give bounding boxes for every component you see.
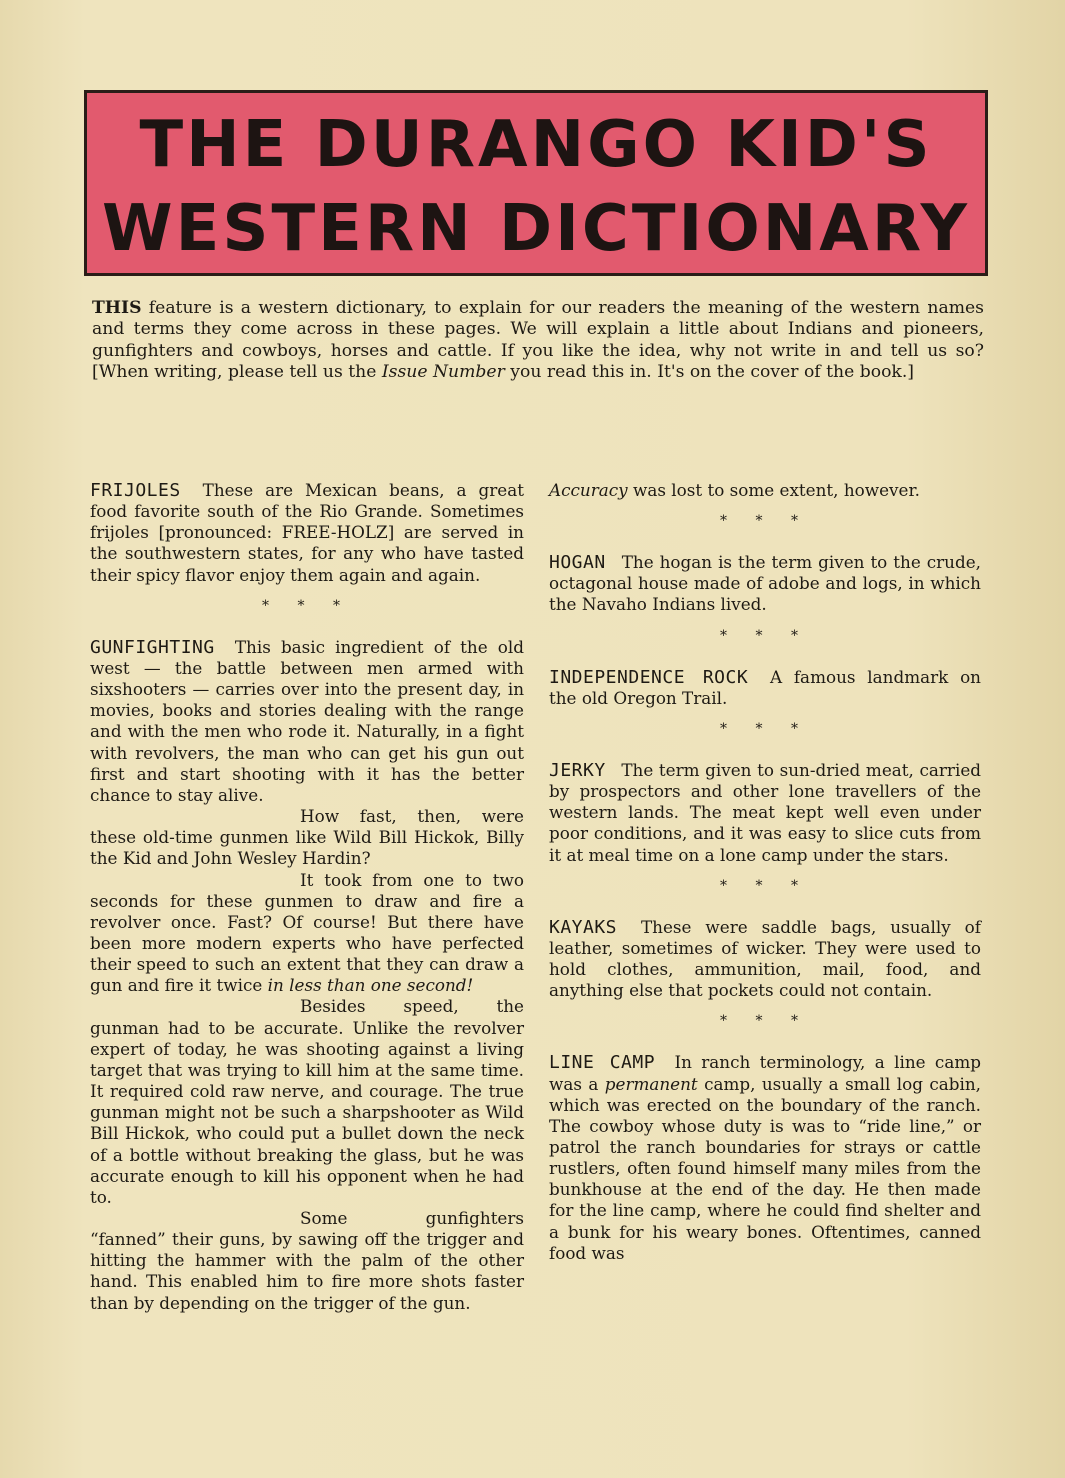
entry-frijoles <box>90 480 524 586</box>
definition-gunfighting-p4: Besides speed, the gunman had to be accurate. Unlike the revolver expert of today, he was shooting against a living target that was trying to kill him at the same time. It required cold raw nerve, and courage. The true gunman might not be such a sharpshooter as Wild Bill Hickok, who could put a bullet down the neck of a bottle without breaking the glass, but he was accurate enough to kill his opponent when he had to. <box>90 996 524 1207</box>
entry-kayaks <box>549 917 981 1002</box>
term-hogan: HOGAN <box>549 552 606 574</box>
term-jerky: JERKY <box>549 759 606 781</box>
right-column <box>549 480 981 1264</box>
entry-jerky <box>549 760 981 866</box>
separator-stars: * * * <box>720 513 810 530</box>
left-column <box>90 480 524 1314</box>
term-frijoles: FRIJOLES <box>90 480 181 501</box>
definition-gunfighting-p3: It took from one to two seconds for these gunmen to draw and fire a revolver once. Fast? Of course! But there have been more modern experts who have perfected their speed to such an extent that they can draw a gun and fire it twice <box>90 869 524 996</box>
separator-stars: * * * <box>262 597 352 614</box>
definition-gunfighting-accuracy: Accuracy <box>549 480 628 500</box>
definition-line-camp-emphasis: permanent <box>604 1073 698 1094</box>
intro-paragraph <box>92 298 984 384</box>
definition-kayaks: These were saddle bags, usually of leather, sometimes of wicker. They were used to hold clothes, ammunition, mail, food, and anything else that pockets could not contain. <box>549 916 981 1001</box>
separator-stars: * * * <box>720 720 810 737</box>
separator-stars: * * * <box>720 877 810 894</box>
entry-independence-rock <box>549 667 981 709</box>
term-independence-rock: INDEPENDENCE ROCK <box>549 666 749 688</box>
entry-line-camp <box>549 1052 981 1264</box>
definition-line-camp-2: camp, usually a small log cabin, which was erected on the boundary of the ranch. The cowboy whose duty is was to “ride line,” or patrol the ranch boundaries for strays or cattle rustlers, often found himself many miles from the bunkhouse at the end of the day. He then made for the line camp, where he could find shelter and a bunk for his weary bones. Oftentimes, canned food was <box>549 1073 981 1263</box>
definition-gunfighting-end: was lost to some extent, however. <box>632 480 920 500</box>
term-line-camp: LINE CAMP <box>549 1052 656 1074</box>
term-gunfighting: GUNFIGHTING <box>90 636 215 658</box>
definition-frijoles: These are Mexican beans, a great food favorite south of the Rio Grande. Sometimes frijoles [pronounced: FREE-HOLZ] are served in the southwestern states, for any who have tasted their spicy flavor enjoy them again and again. <box>90 480 524 585</box>
definition-gunfighting-p2: How fast, then, were these old-time gunmen like Wild Bill Hickok, Billy the Kid and John Wesley Hardin? <box>90 806 524 869</box>
definition-gunfighting-p1: This basic ingredient of the old west — the battle between men armed with sixshooters — carries over into the present day, in movies, books and stories dealing with the range and with the men who rode it. Naturally, in a fight with revolvers, the man who can get his gun out first and start shooting with it has the better chance to stay alive. <box>90 636 524 805</box>
definition-hogan: The hogan is the term given to the crude, octagonal house made of adobe and logs, in which the Navaho Indians lived. <box>549 552 981 615</box>
definition-gunfighting-p3-emphasis: in less than one second! <box>267 975 474 996</box>
term-kayaks: KAYAKS <box>549 916 618 938</box>
intro-issue-number: Issue Number <box>381 362 505 383</box>
separator-stars: * * * <box>720 627 810 644</box>
title-line-1: THE DURANGO KID'S <box>139 108 933 182</box>
title-line-2: WESTERN DICTIONARY <box>102 192 970 266</box>
separator-stars: * * * <box>720 1013 810 1030</box>
definition-jerky: The term given to sun-dried meat, carried by prospectors and other lone travellers of the western lands. The meat kept well even under poor conditions, and it was easy to slice cuts from it at meal time on a lone camp under the stars. <box>549 759 981 865</box>
entry-hogan <box>549 552 981 615</box>
intro-text: feature is a western dictionary, to explain for our readers the meaning of the western names and terms they come across in these pages. We will explain a little about Indians and pioneers, gunfighters and cowboys, horses and cattle. If you like the idea, why not write in and tell us so? [When writing, please tell us the <box>92 298 984 383</box>
title-banner <box>84 90 988 276</box>
gunfighting-p3-wrap <box>90 870 524 997</box>
intro-lead: THIS <box>92 298 142 318</box>
entry-gunfighting <box>90 637 524 1314</box>
gunfighting-continued <box>549 480 981 501</box>
intro-text-end: you read this in. It's on the cover of the book.] <box>510 362 915 383</box>
definition-gunfighting-p5: Some gunfighters “fanned” their guns, by sawing off the trigger and hitting the hammer with the palm of the other hand. This enabled him to fire more shots faster than by depending on the trigger of the gun. <box>90 1208 524 1313</box>
definition-independence-rock: A famous landmark on the old Oregon Trail. <box>549 666 981 708</box>
definition-line-camp-1: In ranch terminology, a line camp was a <box>549 1052 981 1094</box>
